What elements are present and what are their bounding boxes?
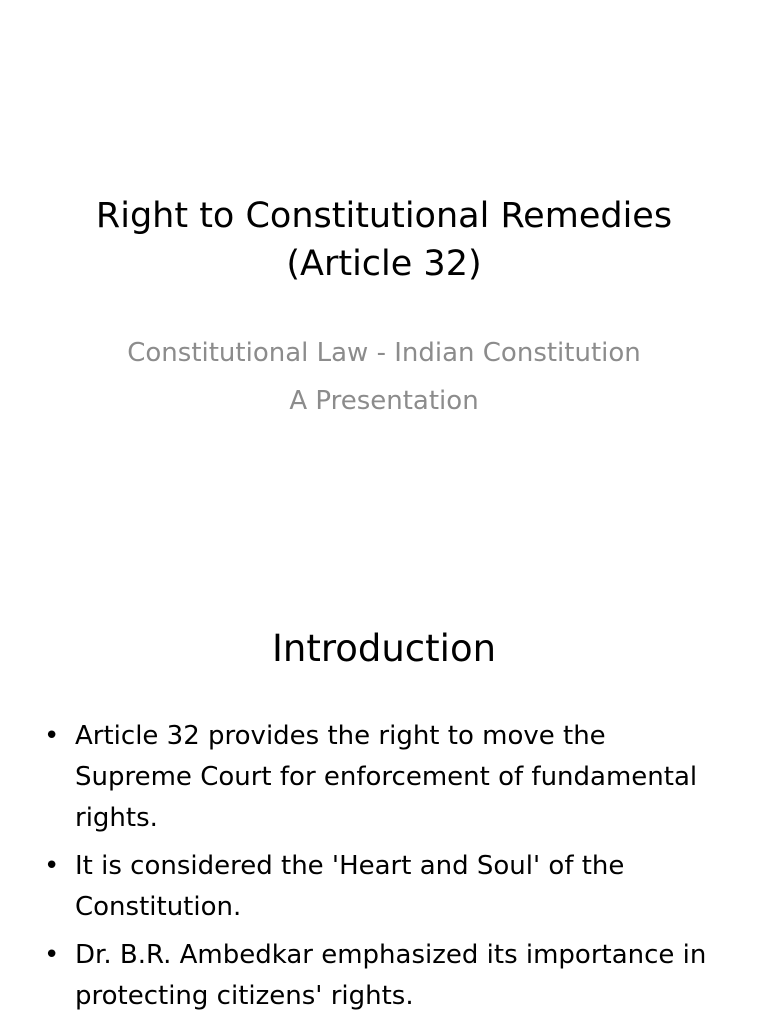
subtitle-line-2: A Presentation [289,386,479,416]
bullet-icon: • [44,721,60,751]
introduction-slide [0,576,768,1024]
bullet-text: Dr. B.R. Ambedkar emphasized its importance in protecting citizens' rights. [75,940,707,1011]
bullet-list [40,716,730,1024]
bullet-icon: • [44,940,60,970]
bullet-text: It is considered the 'Heart and Soul' of the Constitution. [75,851,625,922]
bullet-item [40,846,730,928]
bullet-item [40,935,730,1017]
subtitle-line-1: Constitutional Law - Indian Constitution [127,338,641,368]
bullet-icon: • [44,851,60,881]
slide-title: Right to Constitutional Remedies (Article 32) [95,196,673,284]
slide-subtitle [120,333,648,422]
bullet-text: Article 32 provides the right to move the Supreme Court for enforcement of fundamental rights. [75,721,698,833]
slide-heading: Introduction [271,627,497,670]
bullet-item [40,716,730,839]
